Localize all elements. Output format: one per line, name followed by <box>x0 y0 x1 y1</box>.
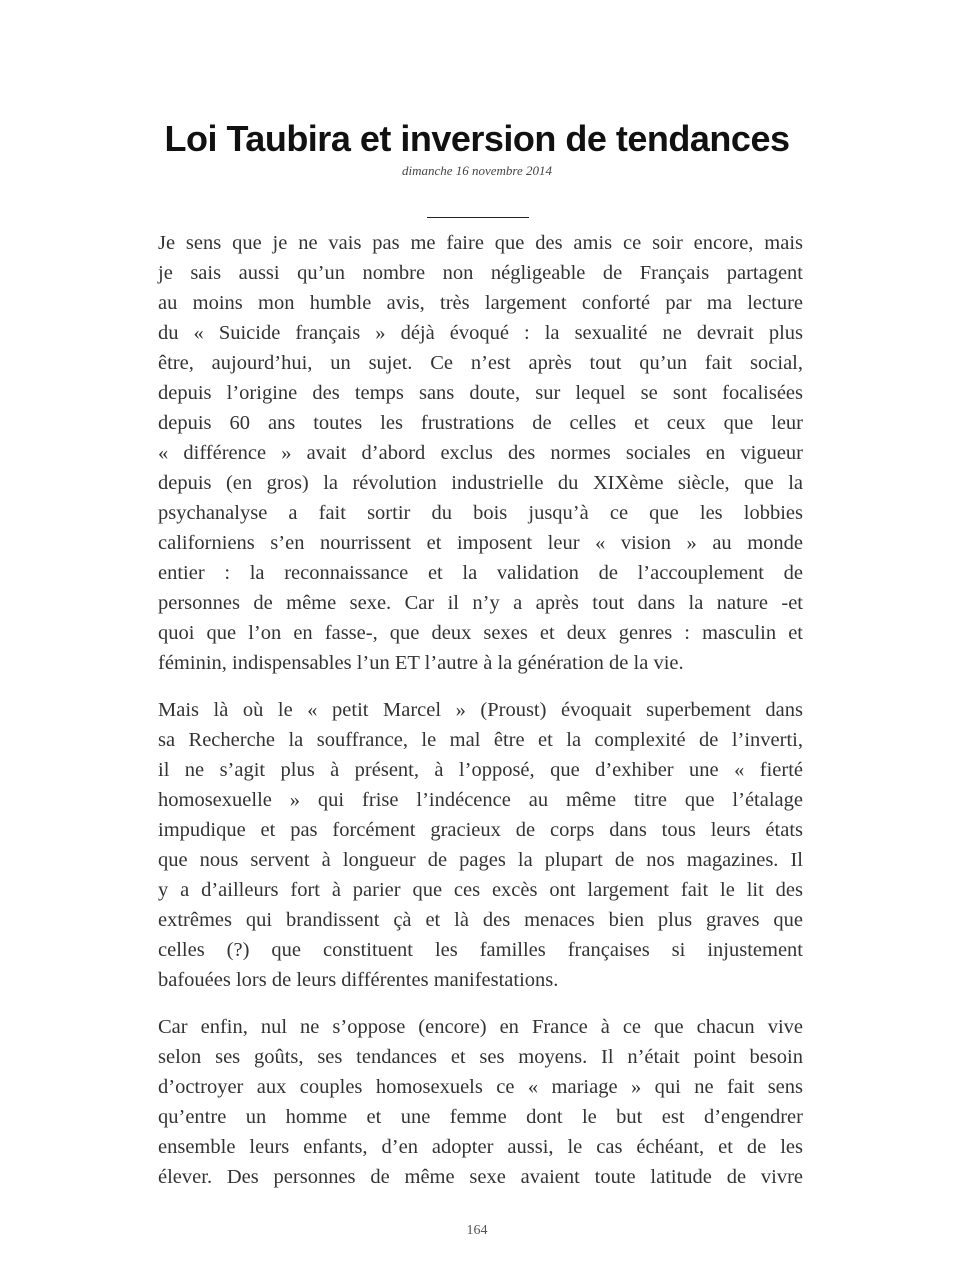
text-line: entier : la reconnaissance et la validation de l’accouplement de <box>158 562 803 584</box>
text-line: sa Recherche la souffrance, le mal être et la complexité de l’inverti, <box>158 729 803 751</box>
separator-line <box>427 217 529 218</box>
text-line: je sais aussi qu’un nombre non négligeable de Français partagent <box>158 262 803 284</box>
text-line: y a d’ailleurs fort à parier que ces excès ont largement fait le lit des <box>158 879 803 901</box>
text-line: extrêmes qui brandissent çà et là des menaces bien plus graves que <box>158 909 803 931</box>
text-line: bafouées lors de leurs différentes manifestations. <box>158 969 559 991</box>
page-number: 164 <box>466 1223 488 1238</box>
text-line: que nous servent à longueur de pages la plupart de nos magazines. Il <box>158 849 803 871</box>
article-body <box>158 228 803 1209</box>
text-line: Je sens que je ne vais pas me faire que des amis ce soir encore, mais <box>158 232 803 254</box>
text-line: quoi que l’on en fasse-, que deux sexes et deux genres : masculin et <box>158 622 803 644</box>
text-line: d’octroyer aux couples homosexuels ce « mariage » qui ne fait sens <box>158 1076 803 1098</box>
paragraph <box>158 1012 803 1192</box>
text-line: il ne s’agit plus à présent, à l’opposé, que d’exhiber une « fierté <box>158 759 803 781</box>
text-line: homosexuelle » qui frise l’indécence au même titre que l’étalage <box>158 789 803 811</box>
paragraph <box>158 228 803 678</box>
text-line: féminin, indispensables l’un ET l’autre à la génération de la vie. <box>158 652 684 674</box>
text-line: Mais là où le « petit Marcel » (Proust) évoquait superbement dans <box>158 699 803 721</box>
text-line: psychanalyse a fait sortir du bois jusqu’à ce que les lobbies <box>158 502 803 524</box>
text-line: depuis 60 ans toutes les frustrations de celles et ceux que leur <box>158 412 803 434</box>
text-line: qu’entre un homme et une femme dont le but est d’engendrer <box>158 1106 803 1128</box>
article-date: dimanche 16 novembre 2014 <box>401 163 553 178</box>
text-line: au moins mon humble avis, très largement conforté par ma lecture <box>158 292 803 314</box>
text-line: impudique et pas forcément gracieux de corps dans tous leurs états <box>158 819 803 841</box>
text-line: élever. Des personnes de même sexe avaient toute latitude de vivre <box>158 1166 803 1188</box>
text-line: celles (?) que constituent les familles françaises si injustement <box>158 939 803 961</box>
paragraph <box>158 695 803 995</box>
text-line: personnes de même sexe. Car il n’y a après tout dans la nature -et <box>158 592 803 614</box>
text-line: être, aujourd’hui, un sujet. Ce n’est après tout qu’un fait social, <box>158 352 803 374</box>
article-title: Loi Taubira et inversion de tendances <box>164 118 790 159</box>
text-line: du « Suicide français » déjà évoqué : la sexualité ne devrait plus <box>158 322 803 344</box>
text-line: Car enfin, nul ne s’oppose (encore) en France à ce que chacun vive <box>158 1016 803 1038</box>
text-line: selon ses goûts, ses tendances et ses moyens. Il n’était point besoin <box>158 1046 803 1068</box>
text-line: « différence » avait d’abord exclus des normes sociales en vigueur <box>158 442 803 464</box>
text-line: depuis l’origine des temps sans doute, sur lequel se sont focalisées <box>158 382 803 404</box>
text-line: californiens s’en nourrissent et imposent leur « vision » au monde <box>158 532 803 554</box>
text-line: ensemble leurs enfants, d’en adopter aussi, le cas échéant, et de les <box>158 1136 803 1158</box>
text-line: depuis (en gros) la révolution industrielle du XIXème siècle, que la <box>158 472 803 494</box>
